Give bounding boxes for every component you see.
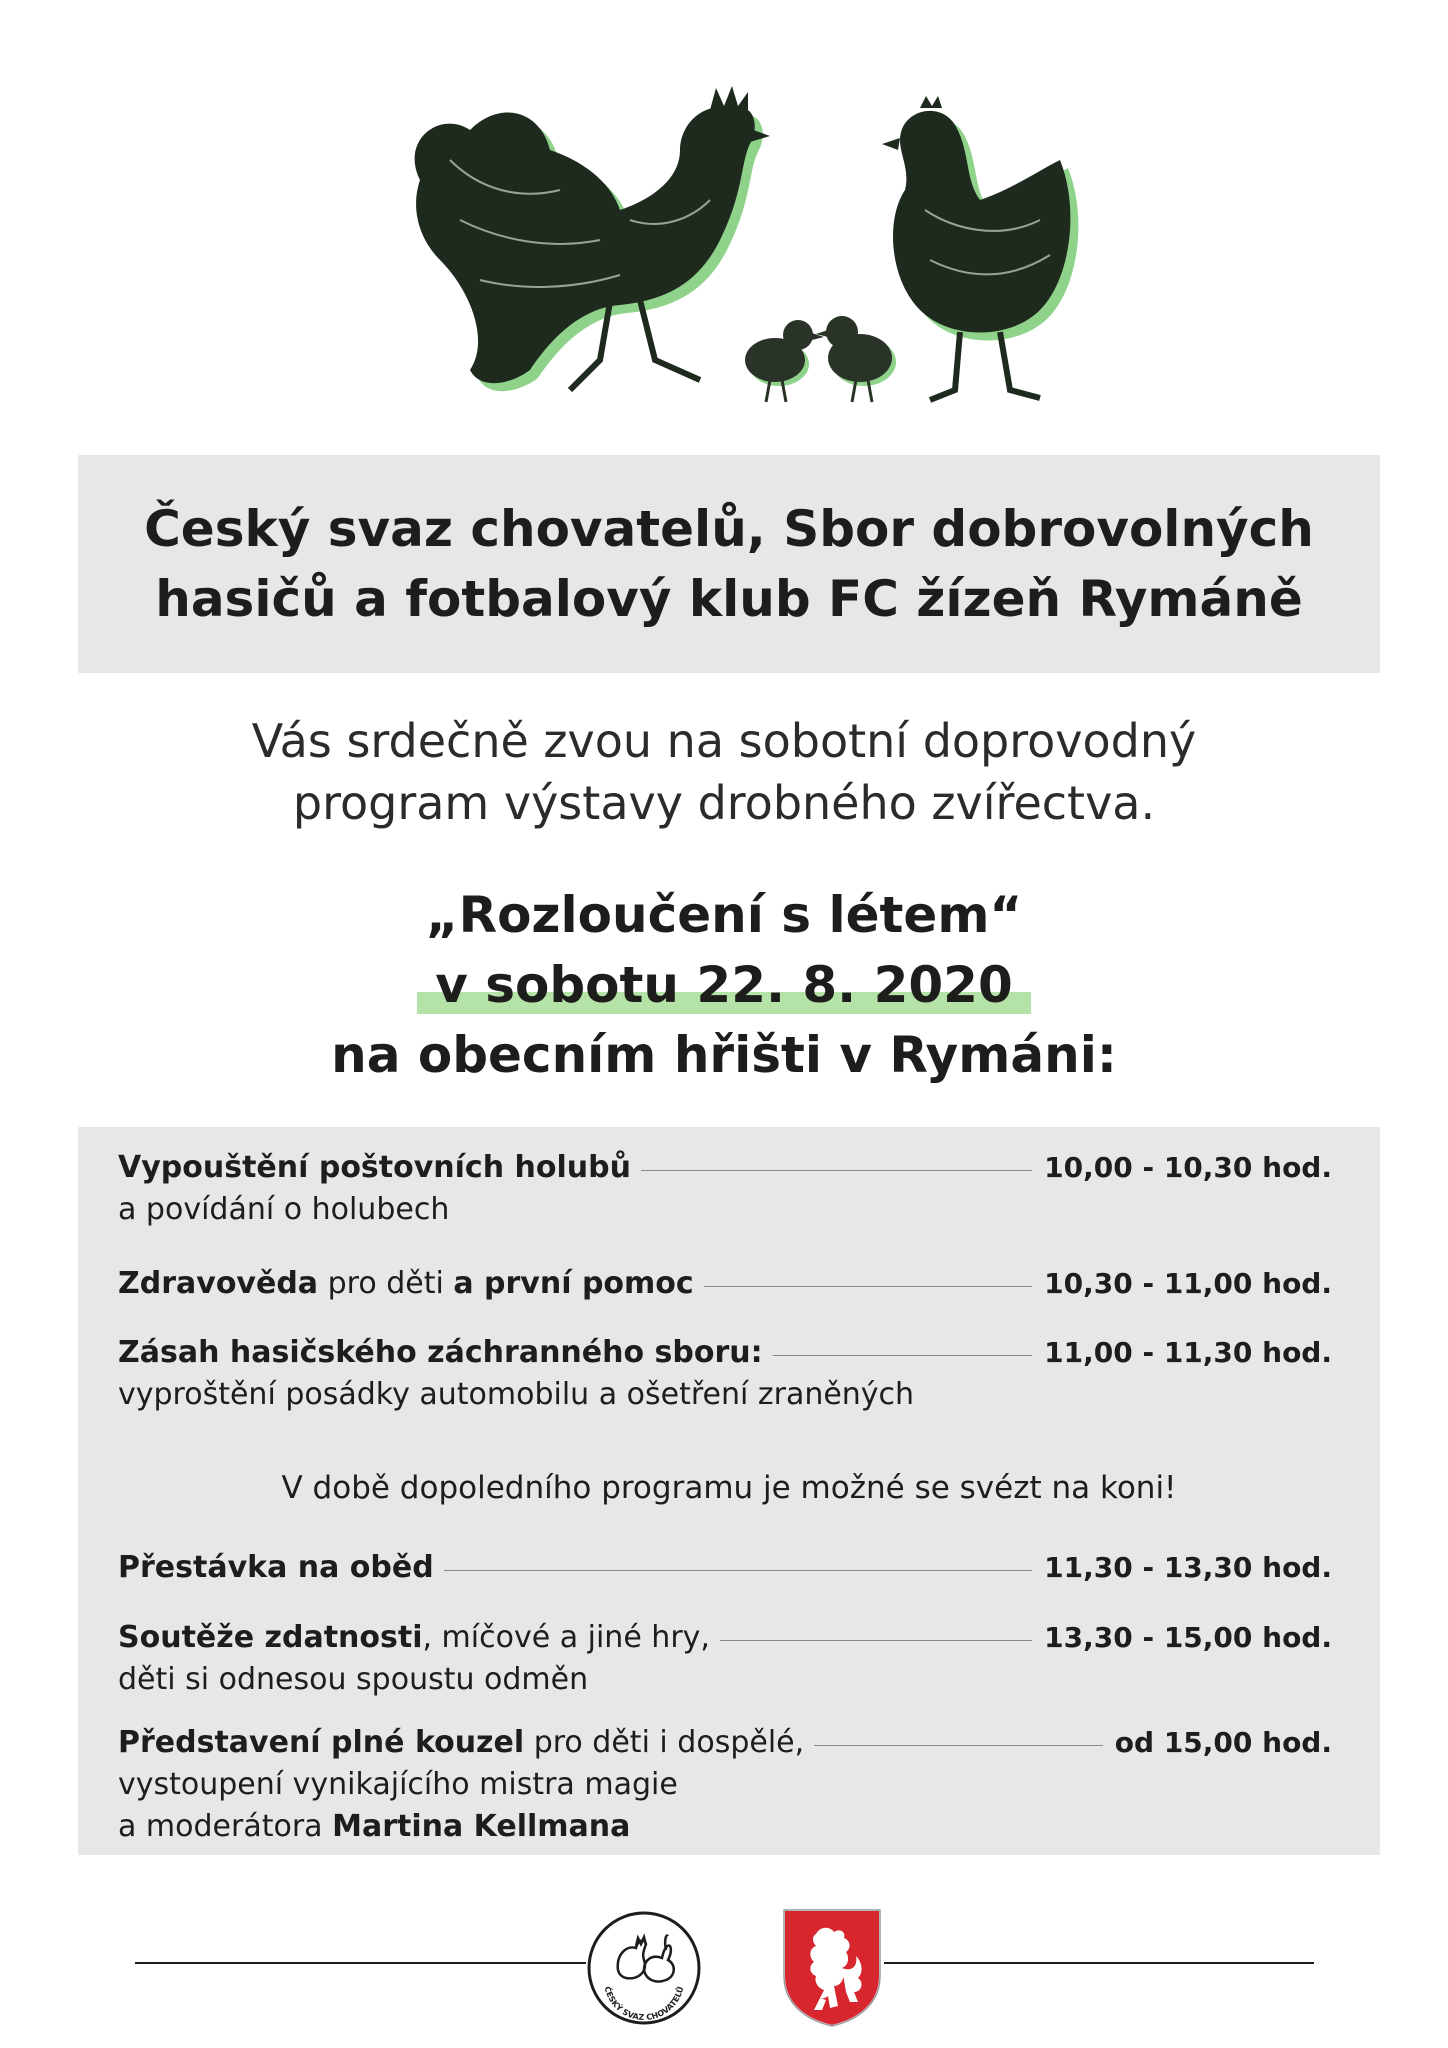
invitation-text — [0, 710, 1448, 834]
program-item-text — [118, 1263, 694, 1305]
program-item-title-2: a první pomoc — [453, 1266, 694, 1301]
program-item-title: Zásah hasičského záchranného sboru: — [118, 1335, 763, 1370]
rooster-icon — [415, 86, 770, 391]
program-item-detail: vystoupení vynikajícího mistra magie — [118, 1767, 678, 1802]
leader-line — [773, 1355, 1033, 1356]
organizers-banner — [78, 455, 1380, 673]
program-item-title: Zdravověda — [118, 1266, 319, 1301]
breeders-union-logo — [586, 1910, 702, 2026]
leader-line — [814, 1745, 1103, 1746]
program-item — [118, 1547, 1332, 1589]
horse-ride-note-text: V době dopoledního programu je možné se svézt na koni! — [272, 1467, 1187, 1509]
program-item-time: 10,30 - 11,00 hod. — [1044, 1267, 1332, 1300]
czech-coat-of-arms-icon — [780, 1906, 884, 2030]
chick-icon — [745, 320, 824, 402]
leader-line — [704, 1286, 1032, 1287]
program-item-detail-2-text: a moderátora — [118, 1809, 333, 1844]
poultry-illustration — [380, 40, 1080, 440]
program-item-detail: a povídání o holubech — [118, 1192, 450, 1227]
hen-icon — [882, 96, 1078, 400]
event-date-row — [0, 950, 1448, 1020]
program-item-text — [118, 1617, 710, 1659]
program-item-time: 11,00 - 11,30 hod. — [1044, 1336, 1332, 1369]
leader-line — [641, 1170, 1032, 1171]
program-item-text-part: pro děti — [318, 1266, 454, 1301]
event-heading — [0, 880, 1448, 1090]
program-item — [118, 1722, 1332, 1848]
program-item-title: Vypouštění poštovních holubů — [118, 1150, 631, 1185]
program-item — [118, 1263, 1332, 1305]
program-item-time: 11,30 - 13,30 hod. — [1044, 1551, 1332, 1584]
program-item-time: 10,00 - 10,30 hod. — [1044, 1151, 1332, 1184]
program-item-time: 13,30 - 15,00 hod. — [1044, 1621, 1332, 1654]
event-place: na obecním hřišti v Rymáni: — [331, 1026, 1117, 1084]
horse-ride-note — [78, 1467, 1380, 1509]
organizers-line-1: Český svaz chovatelů, Sbor dobrovolných — [144, 500, 1314, 558]
logo-text: ČESKÝ SVAZ CHOVATELŮ — [602, 1985, 686, 2023]
event-date: v sobotu 22. 8. 2020 — [417, 950, 1031, 1020]
program-item-text — [118, 1722, 804, 1764]
program-schedule — [78, 1127, 1380, 1855]
program-item-detail: vyproštění posádky automobilu a ošetření zraněných — [118, 1377, 915, 1412]
event-title: „Rozloučení s létem“ — [425, 886, 1023, 944]
program-item-text-part: pro děti i dospělé, — [524, 1725, 805, 1760]
invitation-line-1: Vás srdečně zvou na sobotní doprovodný — [251, 714, 1197, 768]
program-item-detail-2-bold: Martina Kellmana — [332, 1809, 631, 1844]
program-item — [118, 1617, 1332, 1701]
program-item — [118, 1147, 1332, 1231]
program-item-text-part: , míčové a jiné hry, — [422, 1620, 710, 1655]
chick-icon — [816, 316, 896, 402]
invitation-line-2: program výstavy drobného zvířectva. — [292, 776, 1156, 830]
footer-divider-right — [884, 1962, 1314, 1964]
program-item-title: Představení plné kouzel — [118, 1725, 525, 1760]
leader-line — [720, 1640, 1032, 1641]
program-item-title: Soutěže zdatnosti — [118, 1620, 423, 1655]
program-item-time: od 15,00 hod. — [1114, 1726, 1332, 1759]
program-item-title: Přestávka na oběd — [118, 1550, 434, 1585]
program-item-detail-2 — [118, 1806, 1332, 1848]
footer-divider-left — [135, 1962, 586, 1964]
leader-line — [444, 1570, 1032, 1571]
program-item-detail: děti si odnesou spoustu odměn — [118, 1662, 589, 1697]
organizers-line-2: hasičů a fotbalový klub FC žízeň Rymáně — [155, 570, 1303, 628]
program-item — [118, 1332, 1332, 1416]
